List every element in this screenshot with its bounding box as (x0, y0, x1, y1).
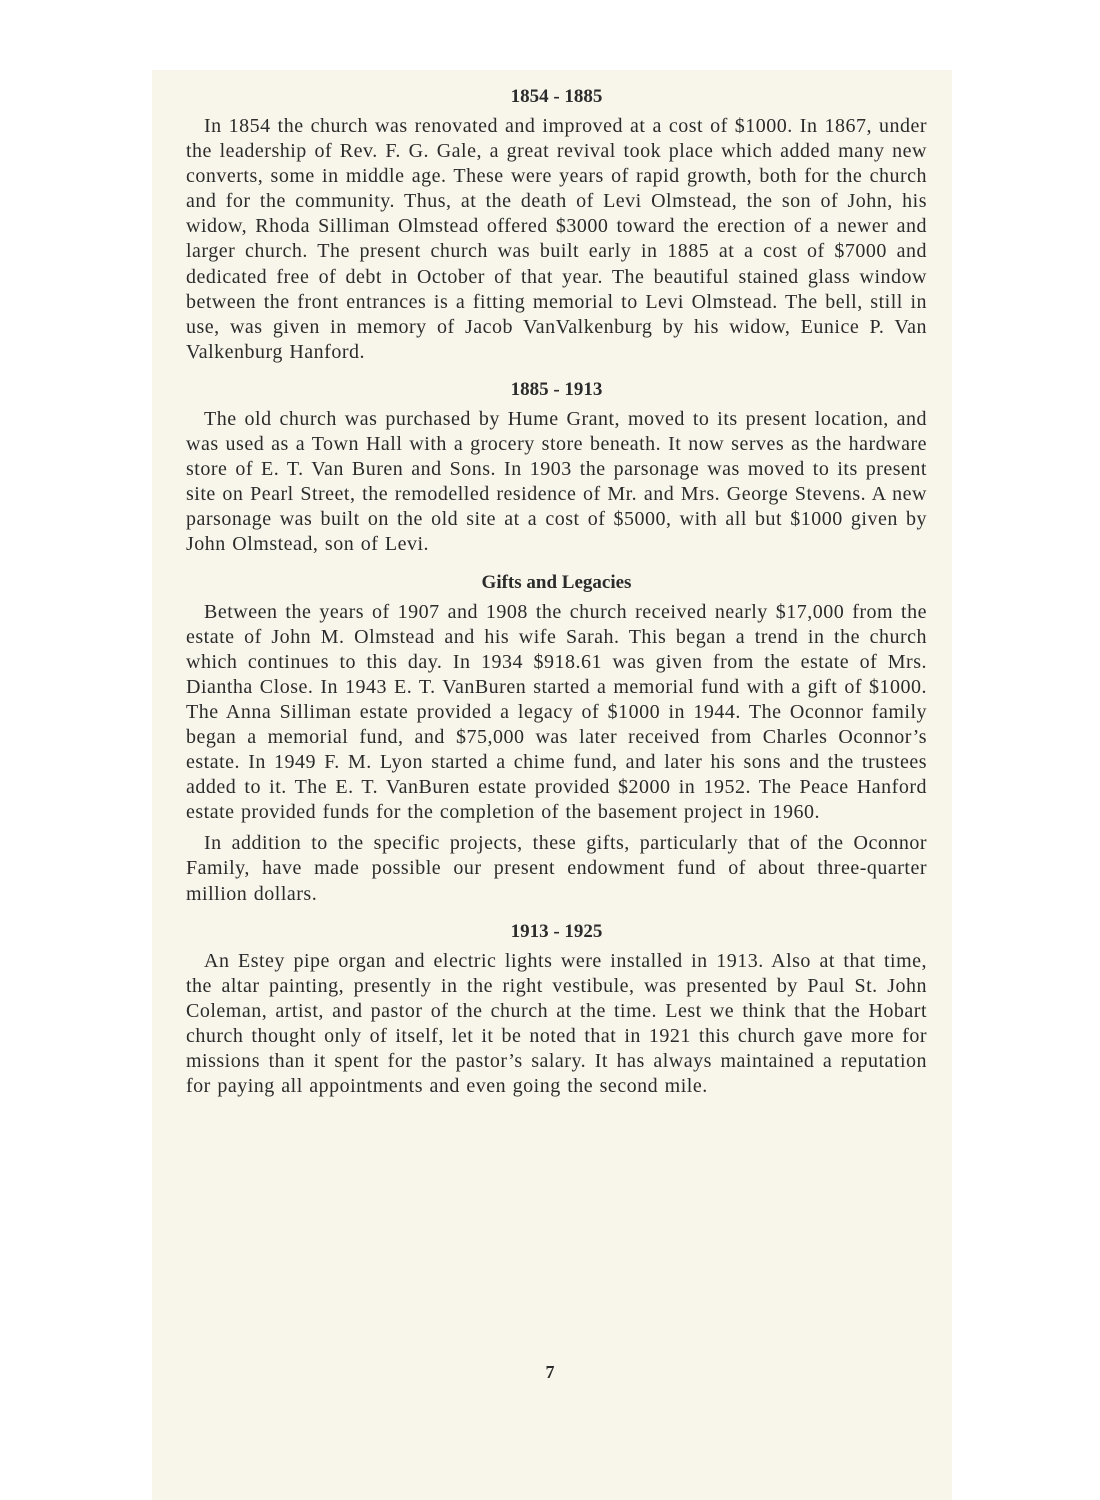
page-number: 7 (545, 1362, 555, 1382)
section-heading: 1885 - 1913 (510, 378, 603, 400)
section-heading: 1854 - 1885 (510, 86, 603, 107)
document-page (186, 84, 927, 1111)
paragraph: In 1854 the church was renovated and improved at a cost of $1000. In 1867, under the leadership of Rev. F. G. Gale, a great revival took place which added many new converts, some in middle age. These were years of rapid growth, both for the church and for the community. Thus, at the death of Levi Olmstead, the son of John, his widow, Rhoda Silliman Olmstead offered $3000 toward the erection of a newer and larger church. The present church was built early in 1885 at a cost of $7000 and dedicated free of debt in October of that year. The beautiful stained glass window between the front entrances is a fitting memorial to Levi Olmstead. The bell, still in use, was given in memory of Jacob VanValkenburg by his widow, Eunice P. Van Valkenburg Hanford. (186, 115, 927, 363)
section-heading: 1913 - 1925 (510, 920, 603, 942)
section-1854-1885 (186, 84, 927, 365)
section-gifts-and-legacies (186, 570, 927, 907)
paragraph: The old church was purchased by Hume Grant, moved to its present location, and was used as a Town Hall with a grocery store beneath. It now serves as the hardware store of E. T. Van Buren and Sons. In 1903 the parsonage was moved to its present site on Pearl Street, the remodelled residence of Mr. and Mrs. George Stevens. A new parsonage was built on the old site at a cost of $5000, with all but $1000 given by John Olmstead, son of Levi. (186, 407, 927, 556)
section-heading: Gifts and Legacies (481, 571, 632, 593)
paragraph: In addition to the specific projects, these gifts, particularly that of the Oconnor Family, have made possible our present endowment fund of about three-quarter million dollars. (186, 832, 927, 905)
paragraph: An Estey pipe organ and electric lights were installed in 1913. Also at that time, the altar painting, presently in the right vestibule, was presented by Paul St. John Coleman, artist, and pastor of the church at the time. Lest we think that the Hobart church thought only of itself, let it be noted that in 1921 this church gave more for missions than it spent for the pastor’s salary. It has always maintained a reputation for paying all appointments and even going the second mile. (186, 949, 927, 1098)
paragraph: Between the years of 1907 and 1908 the church received nearly $17,000 from the estate of John M. Olmstead and his wife Sarah. This began a trend in the church which continues to this day. In 1934 $918.61 was given from the estate of Mrs. Diantha Close. In 1943 E. T. VanBuren started a memorial fund with a gift of $1000. The Anna Silliman estate provided a legacy of $1000 in 1944. The Oconnor family began a memorial fund, and $75,000 was later received from Charles Oconnor’s estate. In 1949 F. M. Lyon started a chime fund, and later his sons and the trustees added to it. The E. T. VanBuren estate provided $2000 in 1952. The Peace Hanford estate provided funds for the completion of the basement project in 1960. (186, 600, 927, 824)
section-1913-1925 (186, 919, 927, 1100)
section-1885-1913 (186, 377, 927, 558)
